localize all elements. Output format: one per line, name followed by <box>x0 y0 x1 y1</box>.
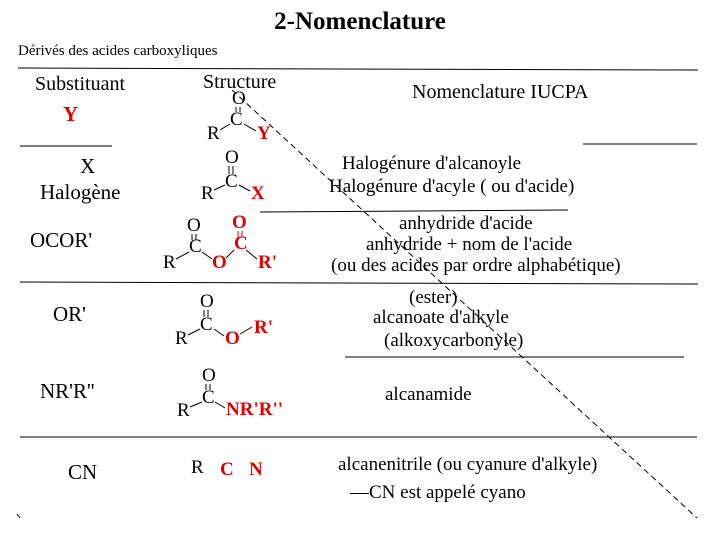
bond-y-rc <box>220 124 230 130</box>
y-structure-y: Y <box>257 123 271 144</box>
substituant-or: OR' <box>53 302 86 326</box>
substituant-nrr: NR'R'' <box>40 379 95 403</box>
substituant-y: Y <box>63 102 79 126</box>
amide-structure-n: NR'R'' <box>226 399 283 420</box>
amide-structure-r: R <box>177 400 190 421</box>
substituant-halogene: Halogène <box>40 180 121 204</box>
ester-name-3: (alkoxycarbonyle) <box>384 330 524 351</box>
halogene-structure-o: O <box>225 147 239 168</box>
substituant-cn: CN <box>68 460 98 484</box>
page-title: 2-Nomenclature <box>274 8 446 35</box>
header-nomenclature: Nomenclature IUCPA <box>412 81 589 103</box>
halogene-structure-x: X <box>251 183 265 204</box>
nitrile-structure-r: R <box>191 457 204 478</box>
substituant-ocor: OCOR' <box>30 228 93 252</box>
bond-anh-rc1 <box>176 252 189 259</box>
bond-hal-cx <box>239 185 250 191</box>
bond-hal-rc <box>214 185 225 190</box>
bond-ami-rc <box>190 402 202 407</box>
ester-structure-c: C <box>200 314 213 335</box>
bond-est-o2r <box>240 327 252 334</box>
halogene-structure-c: C <box>225 171 238 192</box>
anhydride-structure-rprime: R' <box>258 252 277 273</box>
anhydride-name-3: (ou des acides par ordre alphabétique) <box>331 255 621 276</box>
amide-structure-o: O <box>202 365 216 386</box>
anhydride-name-2: anhydride + nom de l'acide <box>366 234 573 255</box>
ester-name-2: alcanoate d'alkyle <box>373 307 509 328</box>
bond-est-co2 <box>214 329 224 336</box>
bond-ami-cn <box>215 402 225 408</box>
y-structure-c: C <box>230 109 243 130</box>
amide-name-1: alcanamide <box>385 384 472 405</box>
ester-name-1: (ester) <box>409 287 458 308</box>
bond-anh-c2r <box>246 250 257 259</box>
halogene-name-1: Halogénure d'alcanoyle <box>342 153 522 174</box>
substituant-x: X <box>80 154 96 178</box>
anhydride-structure-o2: O <box>232 212 247 233</box>
y-structure-r: R <box>207 123 220 144</box>
anhydride-structure-c1: C <box>189 236 202 257</box>
bond-est-rc <box>188 329 200 335</box>
ester-structure-rprime: R' <box>254 317 273 338</box>
ester-structure-o2: O <box>225 328 240 349</box>
nitrile-structure-c: C <box>220 459 234 480</box>
nitrile-name-1: alcanenitrile (ou cyanure d'alkyle) <box>338 454 598 475</box>
halogene-structure-r: R <box>201 183 214 204</box>
halogene-name-2: Halogénure d'acyle ( ou d'acide) <box>329 176 575 197</box>
anhydride-name-1: anhydride d'acide <box>399 213 533 234</box>
anhydride-structure-o1: O <box>187 215 201 236</box>
bond-y-cy <box>244 124 256 131</box>
bond-anh-c1o <box>202 252 212 259</box>
ester-structure-o1: O <box>200 291 214 312</box>
anhydride-structure-o-bridge: O <box>212 252 227 273</box>
anhydride-structure-r: R <box>163 252 176 273</box>
header-substituant: Substituant <box>35 73 126 95</box>
y-structure-o: O <box>232 88 246 109</box>
anhydride-structure-c2: C <box>234 233 248 254</box>
bond-anh-oc2 <box>226 250 234 258</box>
nitrile-structure-n: N <box>249 459 263 480</box>
header-structure: Structure <box>203 71 277 93</box>
nitrile-name-2: —CN est appelé cyano <box>350 482 526 503</box>
amide-structure-c: C <box>202 387 215 408</box>
ester-structure-r: R <box>175 328 188 349</box>
page-subtitle: Dérivés des acides carboxyliques <box>18 43 218 59</box>
